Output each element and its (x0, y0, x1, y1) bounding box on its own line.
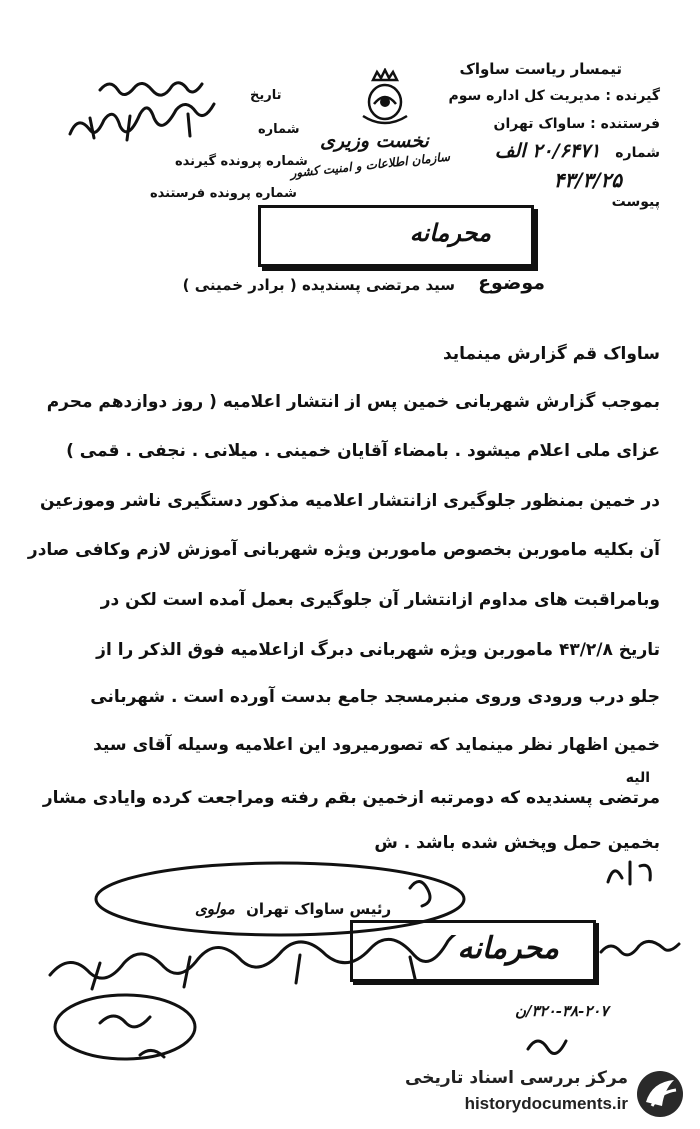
body-line-5: آن بکلیه ماموربن بخصوص ماموربن ویژه شهربانی آموزش لازم وکافی صادر (27, 540, 660, 560)
header-title: تیمسار ریاست ساواک (459, 60, 622, 78)
recipient-file-label: شماره پرونده گیرنده (175, 154, 308, 169)
watermark-title: مرکز بررسی اسناد تاریخی (405, 1068, 628, 1088)
handwritten-note-right-icon (595, 930, 685, 970)
subject-label: موضوع (478, 272, 545, 294)
body-line-2: بموجب گزارش شهربانی خمین پس از انتشار اعلامیه ( روز دوازدهم محرم (46, 392, 660, 412)
bottom-reference-number: ۳۲۰-۳۸-۲۰۷/ن (515, 1002, 609, 1020)
body-line-11: بخمین حمل وپخش شده باشد . ش (374, 833, 660, 853)
handwritten-initials-icon (520, 1025, 580, 1065)
header-recipient: گیرنده : مدیریت کل اداره سوم (448, 88, 660, 104)
header-attachment: پیوست (611, 194, 660, 210)
body-line-9: خمین اظهار نظر مینماید که تصورمیرود این اعلامیه وسیله آقای سید (93, 735, 660, 755)
body-line-10: مرتضی پسندیده که دومرتبه ازخمین بقم رفته ومراجعت کرده وایادی مشار (42, 788, 660, 808)
body-line-3: عزای ملی اعلام میشود . بامضاء آقایان خمینی . میلانی . نجفی . قمی ) (66, 441, 660, 461)
body-line-4: در خمین بمنظور جلوگیری ازانتشار اعلامیه مذکور دستگیری ناشر وموزعین (39, 491, 660, 511)
header-date-value: ۴۳/۳/۲۵ (553, 168, 622, 192)
date-label: تاریخ (250, 88, 282, 103)
body-line-6: وبامراقبت های مداوم ازانتشار آن جلوگیری بعمل آمده است لکن در (100, 590, 660, 610)
header-number-label: شماره (615, 145, 660, 161)
header-sender: فرستنده : ساواک تهران (493, 116, 660, 132)
body-superscript: الیه (625, 770, 650, 786)
handwritten-mark-icon (600, 852, 660, 892)
handwritten-margin-notes-icon (40, 935, 520, 1065)
handwritten-date-scribble-icon (60, 72, 260, 182)
classified-stamp-top-text: محرمانه (409, 218, 491, 247)
office-name: نخست وزیری (320, 130, 429, 152)
body-line-8: جلو درب ورودی وروی منبرمسجد جامع بدست آورده است . شهربانی (90, 687, 660, 707)
crown-emblem-icon (355, 68, 415, 130)
signature-title: رئیس ساواک تهران (246, 900, 392, 918)
classified-stamp-top (258, 205, 534, 267)
watermark-url: historydocuments.ir (464, 1094, 628, 1113)
archive-logo-icon (634, 1068, 686, 1120)
signature-block (195, 900, 391, 918)
watermark (400, 1064, 690, 1122)
body-line-7: تاریخ ۴۳/۲/۸ ماموربن ویژه شهربانی دبرگ ازاعلامیه فوق الذکر را از (96, 640, 660, 660)
subject-text: سید مرتضی پسندیده ( برادر خمینی ) (182, 276, 455, 294)
sender-file-label: شماره پرونده فرستنده (150, 186, 297, 201)
classified-stamp-bottom-text: محرمانه (457, 931, 559, 966)
header-number (495, 140, 660, 162)
org-name: سازمان اطلاعات و امنیت کشور (289, 149, 451, 181)
header-number-value: ۲۰/۶۴۷۱ الف (494, 140, 601, 162)
number-label: شماره (258, 122, 300, 137)
body-line-1: ساواک قم گزارش مینماید (442, 344, 660, 364)
signature-name: مولوی (195, 900, 235, 918)
